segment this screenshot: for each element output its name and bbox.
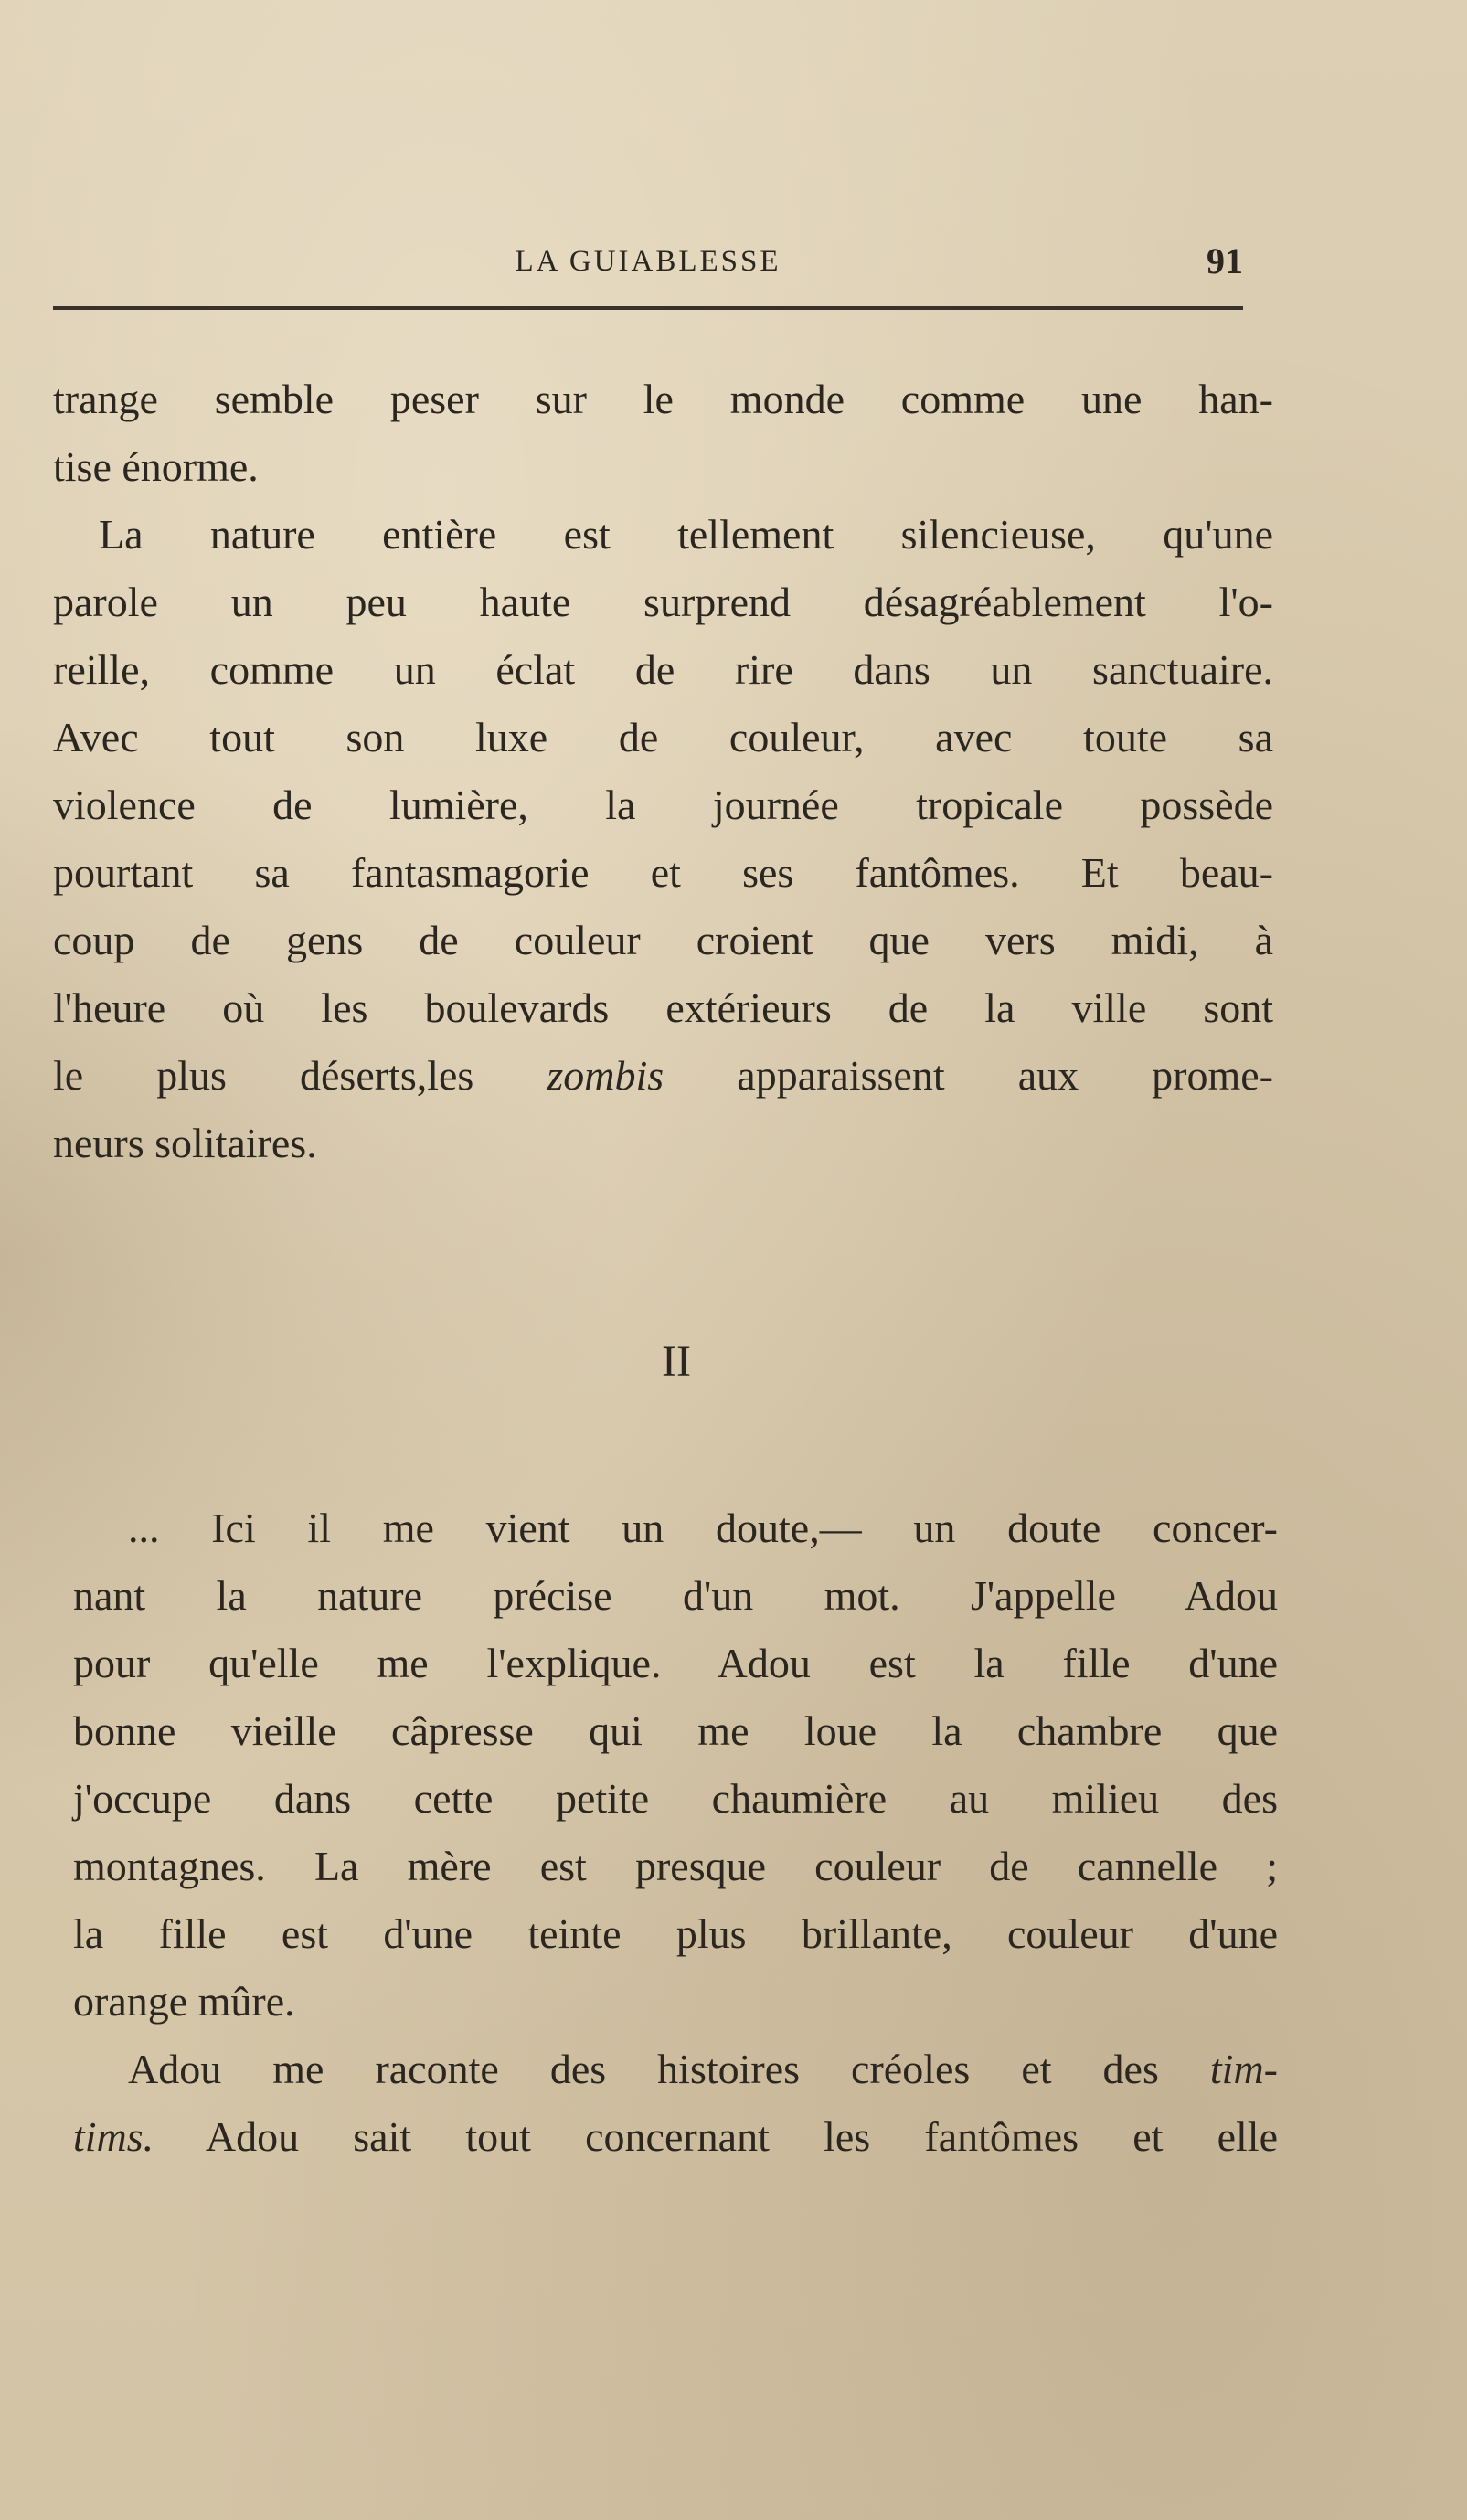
text-line: reille, comme un éclat de rire dans un sanctuaire. xyxy=(53,646,1273,693)
text-line xyxy=(73,2103,1278,2171)
text-line xyxy=(53,1042,1273,1110)
text-line: La nature entière est tellement silencieuse, qu'une xyxy=(99,511,1273,558)
text-line: Avec tout son luxe de couleur, avec toute sa xyxy=(53,714,1273,760)
text-line: tise énorme. xyxy=(53,443,259,490)
text-line: neurs solitaires. xyxy=(53,1120,317,1166)
text-line: montagnes. La mère est presque couleur de cannelle ; xyxy=(73,1843,1278,1889)
section-number: II xyxy=(662,1337,691,1386)
paragraph-block-2 xyxy=(73,1494,1278,2171)
text-line: bonne vieille câpresse qui me loue la chambre que xyxy=(73,1707,1278,1754)
paragraph-block-1 xyxy=(53,366,1273,1177)
text-span: Adou me raconte des histoires créoles et des xyxy=(128,2046,1210,2092)
running-title: LA GUIABLESSE xyxy=(515,245,781,278)
text-line: ... Ici il me vient un doute,— un doute concer- xyxy=(128,1505,1278,1551)
text-line: nant la nature précise d'un mot. J'appelle Adou xyxy=(73,1572,1278,1619)
italic-word: tim- xyxy=(1209,2046,1278,2092)
italic-word: tims. xyxy=(73,2113,154,2160)
text-line: j'occupe dans cette petite chaumière au milieu des xyxy=(73,1775,1278,1822)
italic-word: zombis xyxy=(547,1052,664,1099)
text-line: l'heure où les boulevards extérieurs de la ville sont xyxy=(53,984,1273,1031)
text-line: parole un peu haute surprend désagréablement l'o- xyxy=(53,579,1273,625)
text-line: la fille est d'une teinte plus brillante, couleur d'une xyxy=(73,1910,1278,1957)
text-line: orange mûre. xyxy=(73,1978,295,2025)
text-span: Adou sait tout concernant les fantômes et elle xyxy=(154,2113,1278,2160)
text-line: violence de lumière, la journée tropicale possède xyxy=(53,782,1273,828)
text-line: pour qu'elle me l'explique. Adou est la fille d'une xyxy=(73,1640,1278,1686)
header-rule xyxy=(53,306,1243,310)
page-number: 91 xyxy=(1207,240,1243,282)
text-line: pourtant sa fantasmagorie et ses fantômes. Et beau- xyxy=(53,849,1273,896)
text-span: le plus déserts,les xyxy=(53,1052,547,1099)
page-header xyxy=(53,236,1243,287)
text-span: apparaissent aux prome- xyxy=(664,1052,1273,1099)
text-line: coup de gens de couleur croient que vers midi, à xyxy=(53,917,1273,963)
text-line: trange semble peser sur le monde comme une han- xyxy=(53,376,1273,422)
text-line xyxy=(73,2036,1278,2103)
